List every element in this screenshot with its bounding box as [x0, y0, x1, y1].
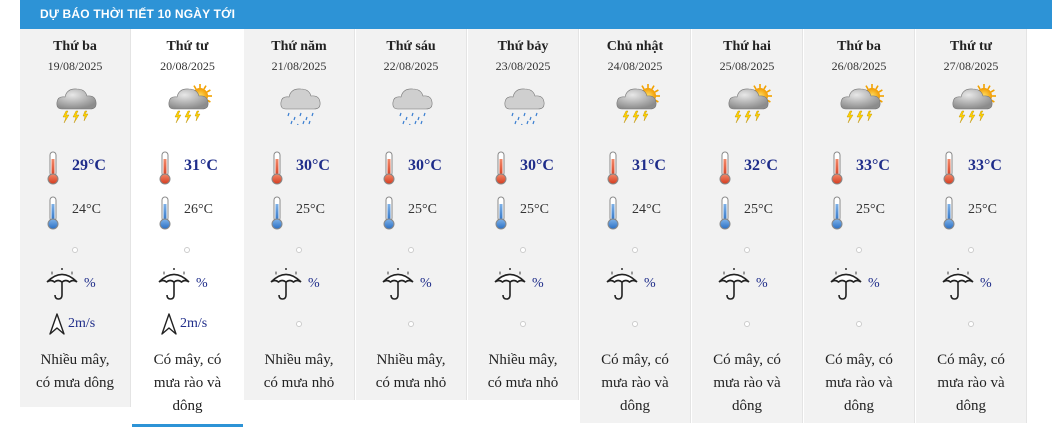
separator-dot [632, 321, 638, 327]
wind-direction-icon [48, 312, 66, 336]
description-line: Nhiều mây, [264, 352, 334, 368]
umbrella-icon [156, 267, 192, 303]
weather-description [692, 349, 802, 418]
umbrella-icon [828, 267, 864, 303]
umbrella-icon [268, 267, 304, 303]
day-name: Thứ bảy [497, 39, 549, 54]
description-line: dông [620, 398, 650, 414]
rain-chance: % [308, 276, 320, 291]
wind-speed: 2m/s [68, 316, 96, 331]
high-temp: 30°C [520, 157, 554, 174]
day-column[interactable] [356, 29, 467, 400]
separator-dot [72, 247, 78, 253]
rain-chance: % [420, 276, 432, 291]
thermometer-hot-icon [942, 151, 956, 185]
description-line: dông [172, 398, 203, 414]
umbrella-icon [492, 267, 528, 303]
thermometer-cold-icon [718, 196, 732, 230]
low-temp: 25°C [968, 202, 997, 217]
forecast-header [20, 0, 1052, 29]
day-name: Thứ ba [837, 39, 881, 54]
low-temp: 26°C [184, 202, 213, 217]
separator-dot [296, 247, 302, 253]
separator-dot [968, 247, 974, 253]
thermometer-hot-icon [494, 151, 508, 185]
separator-dot [856, 247, 862, 253]
day-name: Thứ hai [723, 39, 771, 54]
separator-dot [856, 321, 862, 327]
day-name: Chủ nhật [606, 39, 664, 54]
thunderstorm-icon [54, 81, 100, 125]
wind-speed: 2m/s [180, 316, 208, 331]
day-name: Thứ tư [949, 39, 993, 54]
high-temp: 33°C [856, 157, 890, 174]
description-line: mưa rào và [825, 375, 893, 391]
description-line: Có mây, có [601, 352, 669, 368]
thermometer-cold-icon [382, 196, 396, 230]
thermometer-hot-icon [830, 151, 844, 185]
rain-chance: % [868, 276, 880, 291]
low-temp: 25°C [856, 202, 885, 217]
umbrella-icon [44, 267, 80, 303]
separator-dot [744, 321, 750, 327]
thermometer-hot-icon [606, 151, 620, 185]
thermometer-cold-icon [830, 196, 844, 230]
forecast-title: DỰ BÁO THỜI TIẾT 10 NGÀY TỚI [40, 7, 236, 21]
description-line: Có mây, có [825, 352, 893, 368]
thermometer-cold-icon [46, 196, 60, 230]
description-line: có mưa nhỏ [487, 375, 559, 391]
low-temp: 24°C [72, 202, 101, 217]
separator-dot [632, 247, 638, 253]
high-temp: 31°C [184, 157, 218, 174]
day-column[interactable] [20, 29, 131, 407]
day-date: 21/08/2025 [271, 59, 327, 73]
high-temp: 32°C [744, 157, 778, 174]
high-temp: 30°C [296, 157, 330, 174]
rain-chance: % [532, 276, 544, 291]
sun-thunderstorm-icon [726, 81, 772, 125]
day-date: 23/08/2025 [495, 59, 551, 73]
thermometer-hot-icon [382, 151, 396, 185]
light-rain-icon [502, 81, 548, 125]
day-name: Thứ sáu [386, 39, 436, 54]
weather-description [468, 349, 578, 395]
day-date: 26/08/2025 [831, 59, 887, 73]
day-column[interactable] [468, 29, 579, 400]
separator-dot [408, 247, 414, 253]
day-date: 19/08/2025 [47, 59, 103, 73]
thermometer-cold-icon [158, 196, 172, 230]
umbrella-icon [380, 267, 416, 303]
separator-dot [296, 321, 302, 327]
weather-description [804, 349, 914, 418]
umbrella-icon [716, 267, 752, 303]
low-temp: 25°C [520, 202, 549, 217]
day-date: 22/08/2025 [383, 59, 439, 73]
sun-thunderstorm-icon [614, 81, 660, 125]
thermometer-hot-icon [718, 151, 732, 185]
day-column[interactable] [132, 29, 243, 427]
description-line: dông [732, 398, 762, 414]
low-temp: 24°C [632, 202, 661, 217]
high-temp: 31°C [632, 157, 666, 174]
description-line: dông [844, 398, 874, 414]
thermometer-cold-icon [942, 196, 956, 230]
wind-direction-icon [160, 312, 178, 336]
description-line: mưa rào và [153, 375, 222, 391]
day-date: 24/08/2025 [607, 59, 663, 73]
description-line: có mưa nhỏ [375, 375, 447, 391]
day-column[interactable] [580, 29, 691, 423]
day-column[interactable] [692, 29, 803, 423]
low-temp: 25°C [744, 202, 773, 217]
low-temp: 25°C [408, 202, 437, 217]
day-date: 20/08/2025 [160, 59, 215, 73]
description-line: mưa rào và [601, 375, 669, 391]
description-line: mưa rào và [713, 375, 781, 391]
day-date: 27/08/2025 [943, 59, 999, 73]
umbrella-icon [604, 267, 640, 303]
thermometer-cold-icon [606, 196, 620, 230]
description-line: dông [956, 398, 986, 414]
separator-dot [184, 247, 190, 253]
sun-thunderstorm-icon [166, 81, 212, 125]
thermometer-hot-icon [46, 151, 60, 185]
sun-thunderstorm-icon [838, 81, 884, 125]
rain-chance: % [644, 276, 656, 291]
light-rain-icon [278, 81, 324, 125]
weather-description [244, 349, 354, 395]
description-line: có mưa nhỏ [263, 375, 335, 391]
sun-thunderstorm-icon [950, 81, 996, 125]
weather-description [20, 349, 130, 395]
day-date: 25/08/2025 [719, 59, 775, 73]
high-temp: 29°C [72, 157, 106, 174]
thermometer-hot-icon [158, 151, 172, 185]
description-line: Nhiều mây, [488, 352, 558, 368]
weather-description [916, 349, 1026, 418]
description-line: Nhiều mây, [40, 352, 110, 368]
rain-chance: % [980, 276, 992, 291]
umbrella-icon [940, 267, 976, 303]
separator-dot [968, 321, 974, 327]
weather-description [132, 349, 243, 418]
rain-chance: % [84, 276, 96, 291]
description-line: Có mây, có [937, 352, 1005, 368]
rain-chance: % [196, 276, 208, 291]
day-name: Thứ năm [271, 39, 327, 54]
high-temp: 30°C [408, 157, 442, 174]
day-column[interactable] [916, 29, 1027, 423]
separator-dot [408, 321, 414, 327]
rain-chance: % [756, 276, 768, 291]
high-temp: 33°C [968, 157, 1002, 174]
day-column[interactable] [804, 29, 915, 423]
thermometer-hot-icon [270, 151, 284, 185]
weather-description [580, 349, 690, 418]
description-line: Có mây, có [713, 352, 781, 368]
day-column[interactable] [244, 29, 355, 400]
description-line: Nhiều mây, [376, 352, 446, 368]
low-temp: 25°C [296, 202, 325, 217]
thermometer-cold-icon [494, 196, 508, 230]
day-name: Thứ ba [53, 39, 97, 54]
separator-dot [520, 321, 526, 327]
description-line: mưa rào và [937, 375, 1005, 391]
light-rain-icon [390, 81, 436, 125]
thermometer-cold-icon [270, 196, 284, 230]
day-name: Thứ tư [166, 39, 209, 54]
separator-dot [520, 247, 526, 253]
separator-dot [744, 247, 750, 253]
weather-description [356, 349, 466, 395]
description-line: có mưa dông [35, 375, 115, 391]
description-line: Có mây, có [153, 352, 222, 368]
